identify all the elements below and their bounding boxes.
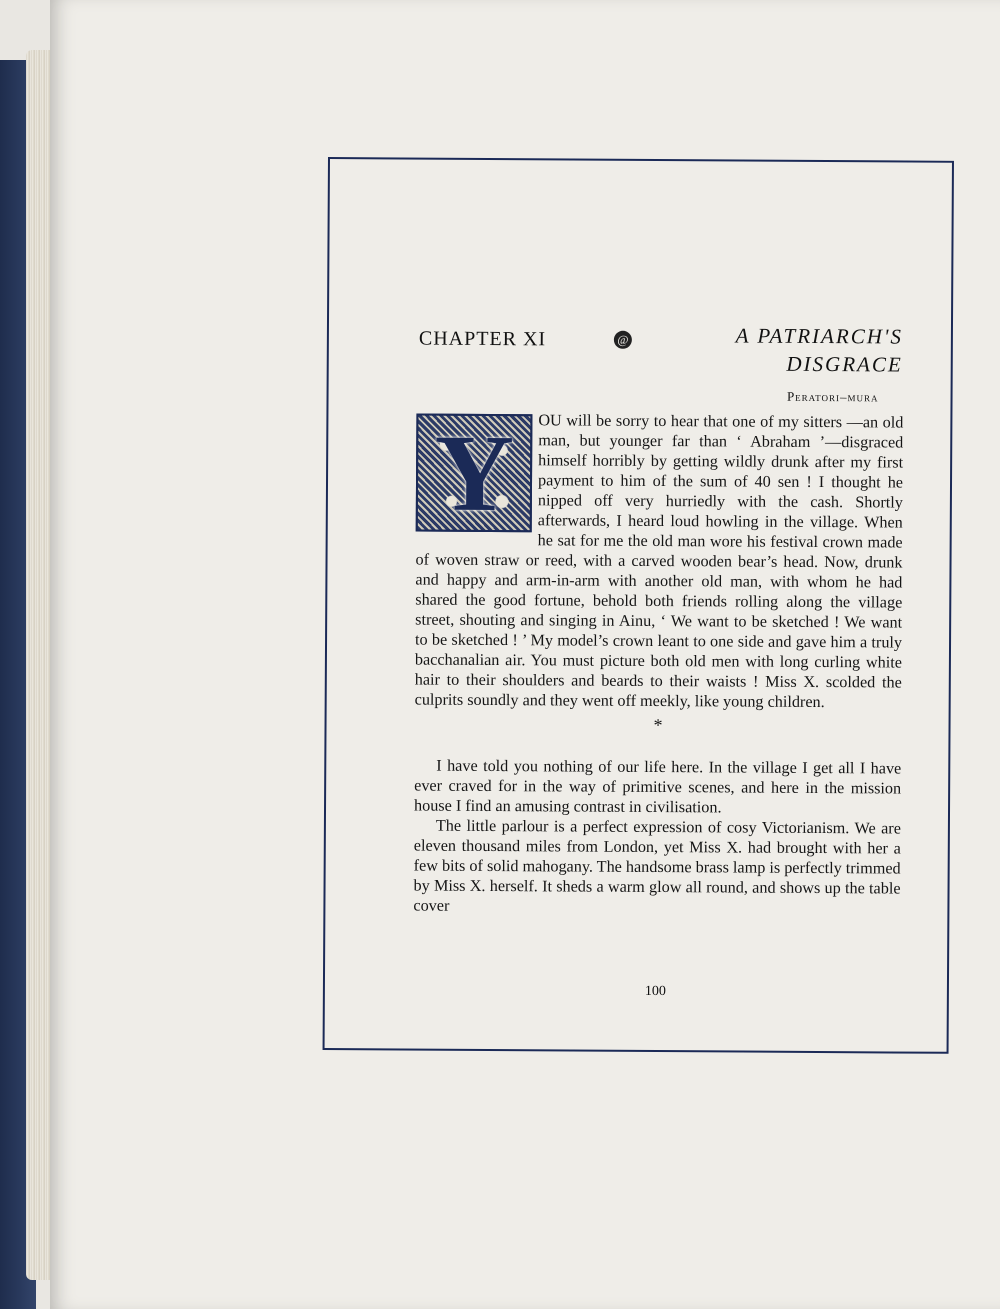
body-text xyxy=(413,410,903,919)
page-number: 100 xyxy=(644,983,666,1000)
chapter-title-line-1: A PATRIARCH'S xyxy=(735,323,903,349)
paragraph-2: I have told you nothing of our life here. In the village I get all I have ever craved for in the way of primitive scenes, and here in the mission house I find an amusing contrast in civilisation. xyxy=(413,756,902,817)
paragraph-3: The little parlour is a perfect expression of cosy Victorianism. We are eleven thousand miles from London, yet Miss X. had brought with her a few bits of solid mahogany. The handsome brass lamp is perfectly trimmed by Miss X. herself. It sheds a warm glow all round, and shows up the table cover xyxy=(413,816,901,915)
chapter-number: CHAPTER XI xyxy=(418,327,547,351)
decorated-initial xyxy=(416,411,533,535)
book-page xyxy=(50,0,1000,1309)
chapter-title-line-2: DISGRACE xyxy=(786,351,903,377)
ornament-icon: @ xyxy=(614,331,632,349)
paragraph-1: OU will be sorry to hear that one of my sitters —an old man, but younger far than ‘ Abraham ’—disgraced himself horribly by getting wildly drunk after my first payment to him of the sum of 40 sen ! I thought he nipped off very hurriedly with the cash. Shortly afterwards, I heard loud howling in the village. When he sat for me the old man wore his festival crown made of woven straw or reed, with a carved wooden bear’s head. Now, drunk and happy and arm-in-arm with another old man, with whom he had shared the good fortune, behold both friends rolling along the village street, shouting and singing in Ainu, ‘ We want to be sketched ! We want to be sketched ! ’ My model’s crown leant to one side and gave him a truly bacchanalian air. You must picture both old men with long curling white hair to their shoulders and beards to their waists ! Miss X. scolded the culprits soundly and they went off meekly, like young children. xyxy=(414,411,904,712)
section-separator: * xyxy=(653,714,663,736)
place-heading: Peratori–mura xyxy=(786,388,879,405)
chapter-title xyxy=(735,321,903,378)
dropcap-letter: Y xyxy=(433,411,515,535)
page-border-frame xyxy=(323,157,954,1054)
